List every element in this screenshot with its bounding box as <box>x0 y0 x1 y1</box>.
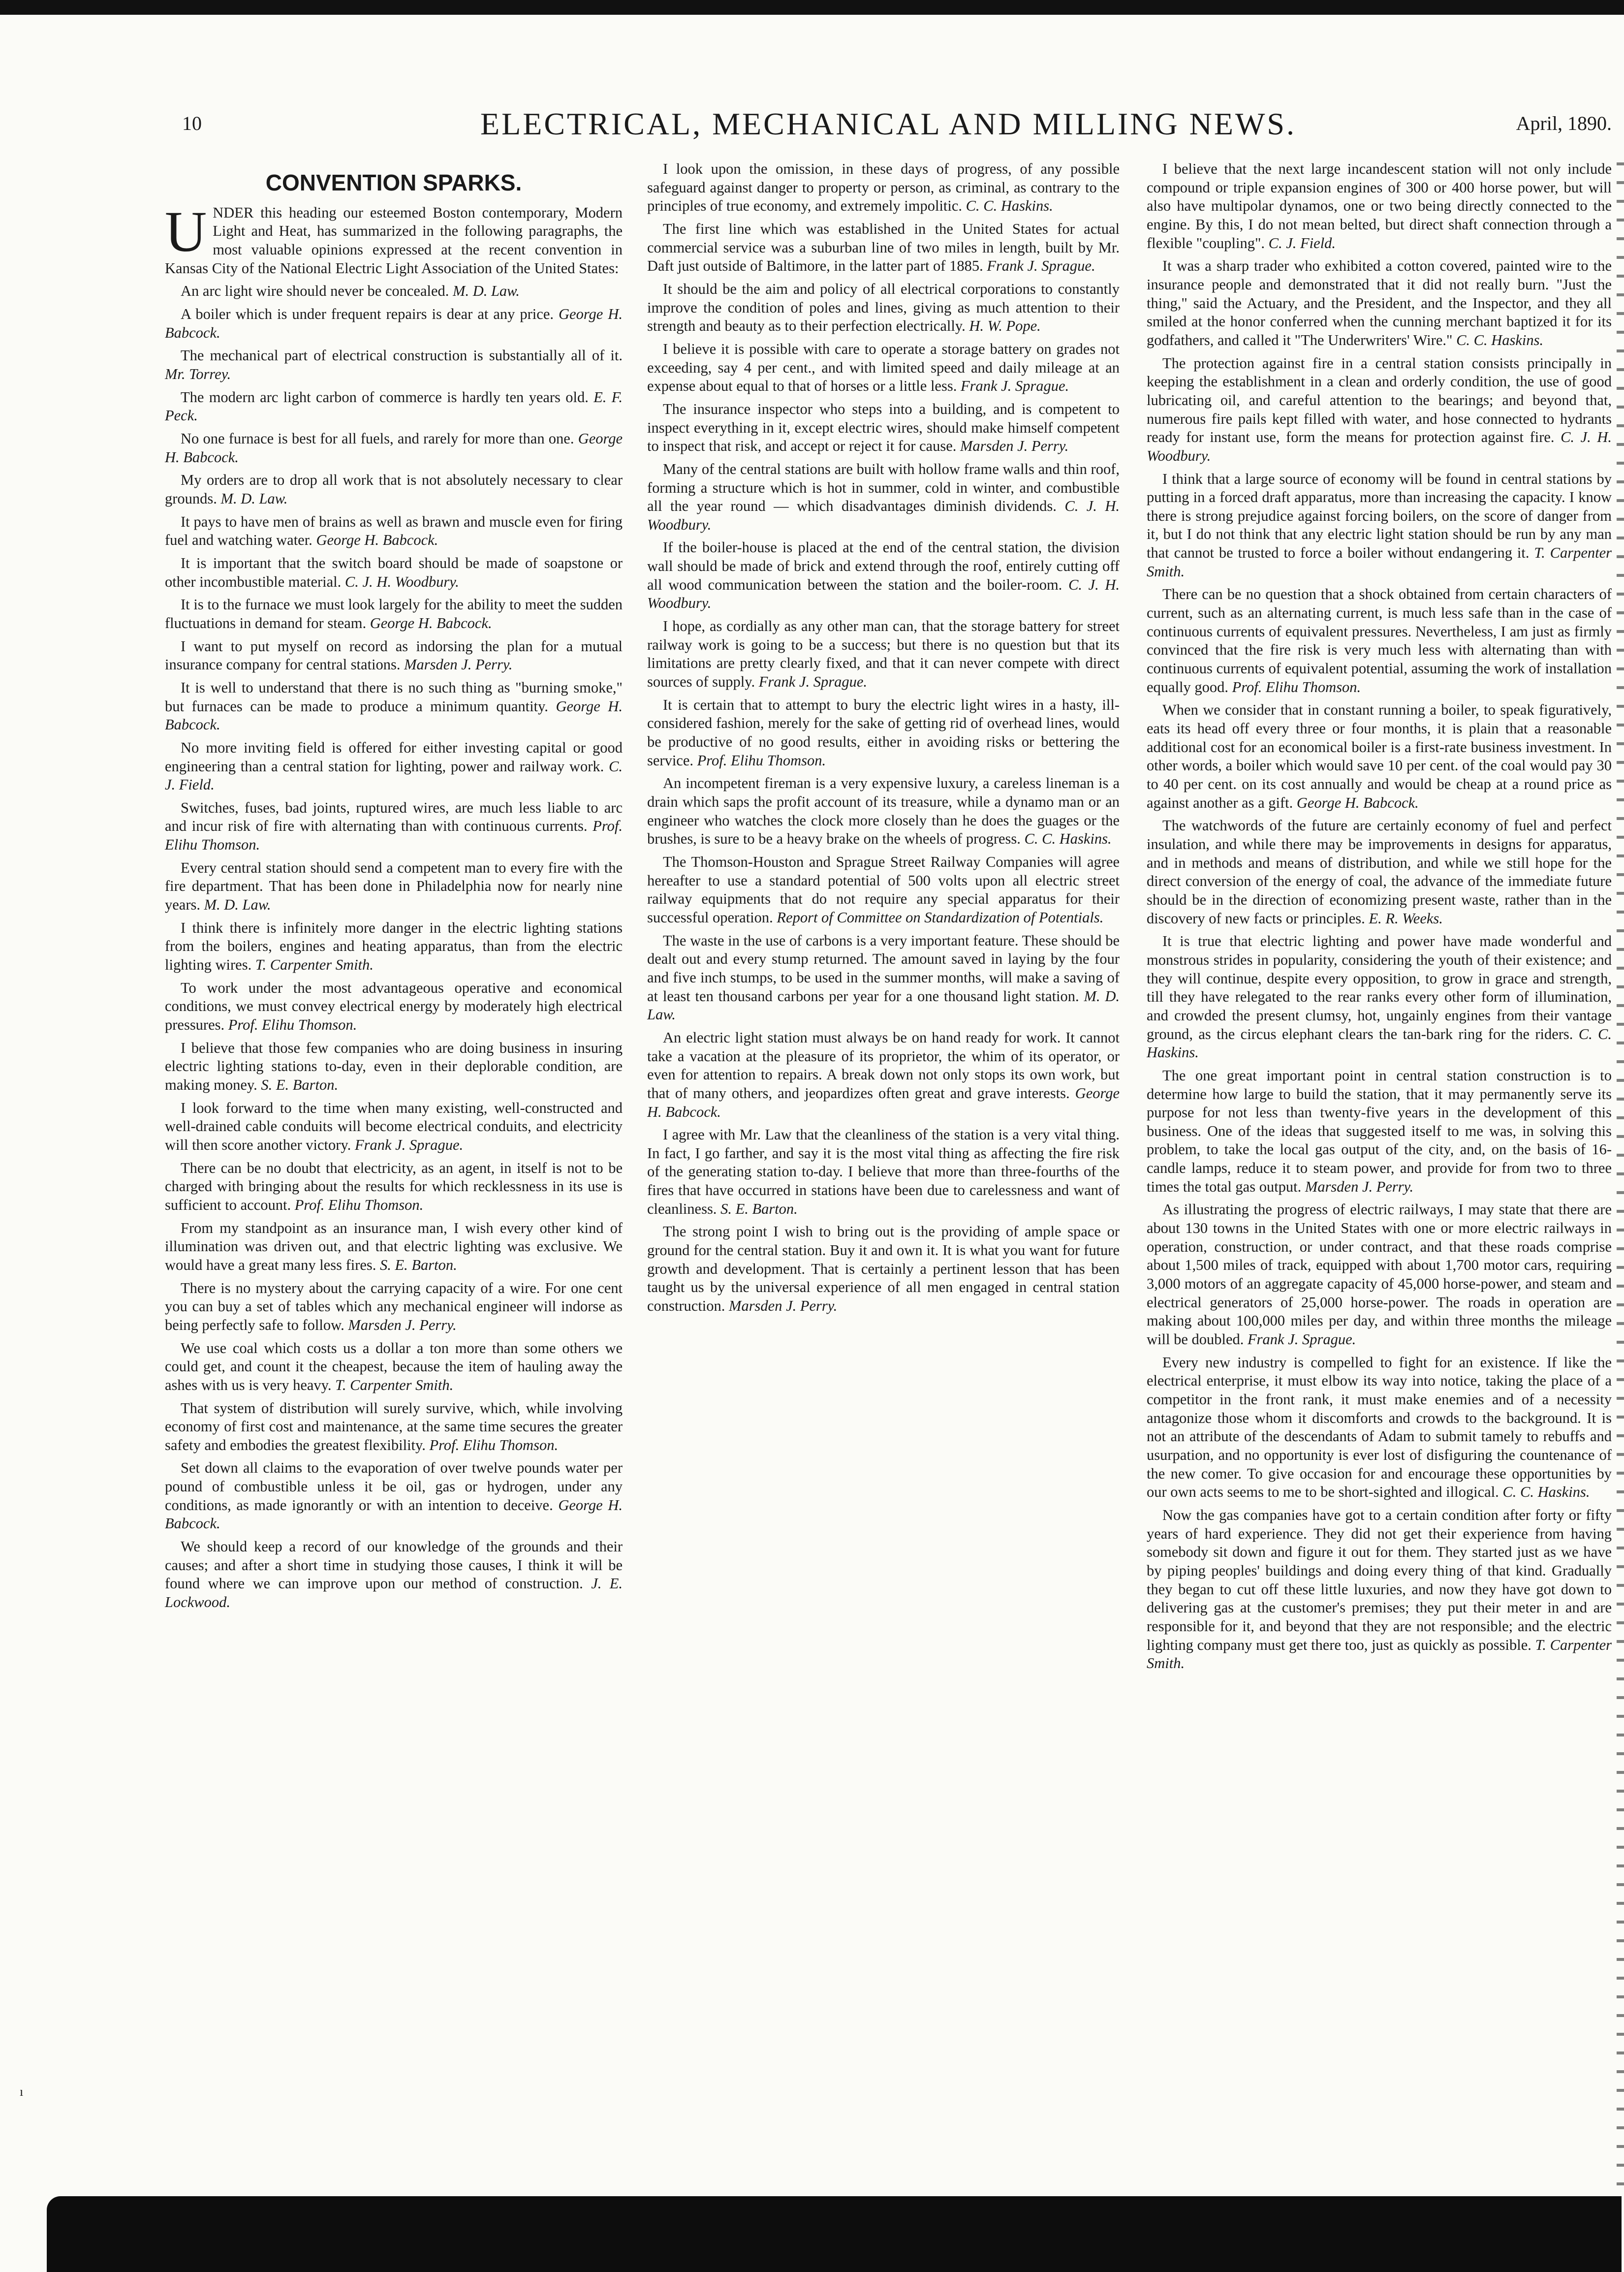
quote-text: From my standpoint as an insurance man, I wish every other kind of illumination was driven out, and that electric lighting was exclusive. We would have a great many less fires. <box>165 1219 623 1273</box>
quote-text: There can be no doubt that electricity, as an agent, in itself is not to be charged with bringing about the results for which recklessness in its use is sufficient to account. <box>165 1159 623 1213</box>
quote-text: It was a sharp trader who exhibited a cotton covered, painted wire to the insurance people and demonstrated that it did not really burn. "Just the thing," said the Actuary, and the President, and the Inspector, and they all smiled at the honor conferred when the cunning merchant baptized it for its godfathers, and called it "The Underwriters' Wire." <box>1147 257 1612 348</box>
intro-text: NDER this heading our esteemed Boston contemporary, Modern Light and Heat, has summarized in the following paragraphs, the most valuable opinions expressed at the recent convention in Kansas City of the National Electric Light Association of the United States: <box>165 204 623 277</box>
article-paragraph <box>647 853 1120 927</box>
article-paragraph <box>1147 932 1612 1062</box>
article-paragraph <box>165 471 623 508</box>
article-paragraph <box>165 305 623 342</box>
article-paragraph <box>647 932 1120 1024</box>
quote-text: I look forward to the time when many existing, well-constructed and well-drained cable conduits will become electrical conduits, and electricity will then score another victory. <box>165 1099 623 1153</box>
article-paragraph <box>647 696 1120 770</box>
quote-author: Marsden J. Perry. <box>960 438 1069 455</box>
quote-author: C. C. Haskins. <box>1456 331 1544 348</box>
article-paragraph <box>165 388 623 425</box>
quote-author: Marsden J. Perry. <box>404 656 513 673</box>
quote-text: The Thomson-Houston and Sprague Street Railway Companies will agree hereafter to use a standard potential of 500 volts upon all electric street railway equipments that do not require any special apparatus for their successful operation. <box>647 853 1120 926</box>
quote-author: Marsden J. Perry. <box>348 1316 457 1333</box>
quote-author: Marsden J. Perry. <box>1305 1178 1414 1195</box>
article-paragraph <box>165 919 623 975</box>
quote-author: M. D. Law. <box>647 987 1120 1023</box>
quote-author: Prof. Elihu Thomson. <box>697 752 826 769</box>
quote-author: George H. Babcock. <box>316 532 438 549</box>
quote-author: George H. Babcock. <box>165 306 623 341</box>
article-paragraph <box>165 859 623 915</box>
masthead-title: ELECTRICAL, MECHANICAL AND MILLING NEWS. <box>480 106 1296 141</box>
quote-text: As illustrating the progress of electric railways, I may state that there are about 130 towns in the United States with one or more electric railways in operation, construction, or under contract, and that these roads comprise about 1,500 miles of track, equipped with about 1,700 motor cars, requiring 3,000 motors of an aggregate capacity of 45,000 horse-power, and steam and electrical generators of 25,000 horse-power. The roads in operation are making about 100,000 miles per day, and within three months the mileage will be doubled. <box>1147 1201 1612 1348</box>
bottom-scan-border <box>47 2196 1622 2272</box>
quote-text: I look upon the omission, in these days of progress, of any possible safeguard against danger to property or person, as criminal, as contrary to the principles of true economy, and extremely impolitic. <box>647 160 1120 215</box>
article-paragraph <box>165 347 623 383</box>
column-3 <box>1147 160 1612 1677</box>
quote-text: Every central station should send a competent man to every fire with the fire department. That has been done in Philadelphia now for nearly nine years. <box>165 859 623 914</box>
article-paragraph <box>165 637 623 674</box>
quote-author: Prof. Elihu Thomson. <box>228 1016 357 1034</box>
quote-author: C. C. Haskins. <box>1147 1025 1612 1061</box>
issue-date: April, 1890. <box>1516 112 1612 134</box>
quote-author: George H. Babcock. <box>1296 794 1419 811</box>
quote-author: C. J. Field. <box>165 757 623 793</box>
quote-author: Frank J. Sprague. <box>1248 1331 1356 1348</box>
quote-text: It is certain that to attempt to bury the electric light wires in a hasty, ill-considered fashion, merely for the sake of getting rid of overhead lines, would be productive of no good results, either in avoiding risks or bettering the service. <box>647 696 1120 769</box>
article-paragraph <box>1147 257 1612 349</box>
article-paragraph <box>165 1099 623 1155</box>
quote-author: Frank J. Sprague. <box>987 257 1095 275</box>
quote-author: T. Carpenter Smith. <box>255 956 374 974</box>
quote-author: C. C. Haskins. <box>966 197 1053 215</box>
article-paragraph <box>165 430 623 467</box>
quote-author: J. E. Lockwood. <box>165 1575 623 1611</box>
article-title: CONVENTION SPARKS. <box>265 170 522 195</box>
quote-text: That system of distribution will surely survive, which, while involving economy of first cost and maintenance, at the same time secures the greater safety and embodies the greatest flexibility. <box>165 1399 623 1453</box>
quote-author: S. E. Barton. <box>720 1200 798 1217</box>
quote-text: The insurance inspector who steps into a building, and is competent to inspect everything in it, except electric wires, should make himself competent to inspect that risk, and accept or reject it for cause. <box>647 400 1120 455</box>
quote-text: An incompetent fireman is a very expensive luxury, a careless lineman is a drain which saps the profit account of its treasure, while a dynamo man or an engineer who watches the clock more closely than he does the guages or the brushes, is sure to be a heavy brake on the wheels of progress. <box>647 775 1120 848</box>
quote-text: An arc light wire should never be concealed. <box>181 283 449 300</box>
article-paragraph <box>165 979 623 1035</box>
article-paragraph <box>647 1126 1120 1218</box>
quote-text: Set down all claims to the evaporation of over twelve pounds water per pound of combustible unless it be oil, gas or hydrogen, under any conditions, as made ignorantly or with an intention to deceive. <box>165 1459 623 1514</box>
quote-author: Prof. Elihu Thomson. <box>165 818 623 853</box>
column-2 <box>647 160 1120 1320</box>
article-intro <box>165 199 623 278</box>
article-paragraph <box>647 774 1120 849</box>
article-paragraph <box>1147 160 1612 252</box>
quote-text: Many of the central stations are built with hollow frame walls and thin roof, forming a structure which is hot in summer, cold in winter, and combustible all the year round — which disadvantages diminish dividends. <box>647 460 1120 515</box>
quote-author: E. F. Peck. <box>165 388 623 424</box>
article-paragraph <box>1147 470 1612 581</box>
top-scan-border <box>0 0 1624 15</box>
quote-text: I hope, as cordially as any other man can, that the storage battery for street railway work is going to be a success; but there is no question but that its limitations are pretty clearly fixed, and that it can never compete with direct sources of supply. <box>647 618 1120 691</box>
article-paragraph <box>165 282 623 301</box>
article-paragraph <box>165 513 623 550</box>
quote-text: No more inviting field is offered for either investing capital or good engineering than a central station for lighting, power and railway work. <box>165 739 623 775</box>
quote-author: C. J. H. Woodbury. <box>647 576 1120 612</box>
article-paragraph <box>647 460 1120 535</box>
article-paragraph <box>647 160 1120 216</box>
quote-text: Every new industry is compelled to fight for an existence. If like the electrical enterprise, it must elbow its way into notice, taking the place of a competitor in the front rank, it must make enemies and of a necessity antagonize those whom it discomforts and crowds to the background. It is not an attribute of the descendants of Adam to submit tamely to rebuffs and usurpation, and no opportunity is ever lost of disfiguring the countenance of the new comer. To give occasion for and encourage these opportunities by our own acts seems to me to be short-sighted and illogical. <box>1147 1354 1612 1501</box>
article-paragraph <box>647 1029 1120 1121</box>
quote-author: Report of Committee on Standardization of Potentials. <box>777 909 1104 926</box>
article-paragraph <box>165 1339 623 1395</box>
article-paragraph <box>165 1039 623 1095</box>
quote-author: Marsden J. Perry. <box>729 1297 838 1315</box>
article-paragraph <box>1147 1506 1612 1673</box>
article-paragraph <box>1147 354 1612 466</box>
quote-text: The one great important point in central station construction is to determine how large to build the station, that it may permanently serve its purpose for not less than twenty-five years in the development of this business. One of the ideas that suggested itself to me was, in solving this problem, to take the local gas output of the city, and, on the basis of 16-candle lamps, reduce it to steam power, and provide for from two to three times the total gas output. <box>1147 1067 1612 1195</box>
quote-text: I believe that those few companies who are doing business in insuring electric lighting stations to-day, even in their deplorable condition, are making money. <box>165 1039 623 1094</box>
quote-author: C. J. H. Woodbury. <box>647 498 1120 533</box>
quote-text: It is important that the switch board should be made of soapstone or other incombustible material. <box>165 554 623 590</box>
article-paragraph <box>1147 701 1612 812</box>
quote-text: I agree with Mr. Law that the cleanliness of the station is a very vital thing. In fact, I go farther, and say it is the most vital thing as affecting the fire risk of the generating station to-day. I believe that more than three-fourths of the fires that have occurred in stations have been due to carelessness and want of cleanliness. <box>647 1126 1120 1217</box>
quote-author: George H. Babcock. <box>165 1496 623 1532</box>
quote-author: C. C. Haskins. <box>1502 1483 1590 1501</box>
quote-text: The mechanical part of electrical construction is substantially all of it. <box>181 347 623 364</box>
quote-author: M. D. Law. <box>204 896 271 914</box>
quote-text: It is to the furnace we must look largely for the ability to meet the sudden fluctuations in demand for steam. <box>165 596 623 631</box>
quote-author: T. Carpenter Smith. <box>1147 544 1612 580</box>
quote-author: George H. Babcock. <box>647 1084 1120 1120</box>
adjacent-page-strip <box>1617 162 1624 2190</box>
quote-text: Switches, fuses, bad joints, ruptured wires, are much less liable to arc and incur risk of fire with alternating than with continuous currents. <box>165 799 623 835</box>
drop-cap: U <box>165 199 207 264</box>
quote-text: I want to put myself on record as indorsing the plan for a mutual insurance company for central stations. <box>165 637 623 673</box>
quote-author: Prof. Elihu Thomson. <box>294 1196 424 1213</box>
quote-text: The strong point I wish to bring out is the providing of ample space or ground for the central station. Buy it and own it. It is what you want for future growth and development. That is certainly a pertinent lesson that has been taught us by the universal experience of all men engaged in central station construction. <box>647 1223 1120 1315</box>
quote-text: An electric light station must always be on hand ready for work. It cannot take a vacation at the pleasure of its proprietor, the whim of its operator, or even for attention to repairs. A break down not only stops its own work, but that of many others, and jeopardizes often great and grave interests. <box>647 1029 1120 1102</box>
article-paragraph <box>647 340 1120 396</box>
page-number: 10 <box>182 112 202 134</box>
article-paragraph <box>165 739 623 794</box>
quote-text: It should be the aim and policy of all electrical corporations to constantly improve the condition of poles and lines, giving as much attention to their strength and beauty as to their perfection electrically. <box>647 280 1120 335</box>
article-paragraph <box>647 538 1120 613</box>
quote-author: H. W. Pope. <box>969 317 1041 335</box>
article-paragraph <box>165 1538 623 1612</box>
article-paragraph <box>1147 1067 1612 1197</box>
article-paragraph <box>1147 585 1612 696</box>
quote-text: We should keep a record of our knowledge of the grounds and their causes; and after a short time in studying those causes, I think it will be found where we can improve upon our method of construction. <box>165 1538 623 1592</box>
quote-text: It is true that electric lighting and power have made wonderful and monstrous strides in popularity, considering the youth of their existence; and they will continue, despite every opposition, to grow in grace and strength, till they have relegated to the rear ranks every other form of illumination, and crowded the present clumsy, hot, ungainly engines from their vantage ground, as the circus elephant clears the tan-bark ring for the riders. <box>1147 933 1612 1042</box>
quote-text: The watchwords of the future are certainly economy of fuel and perfect insulation, and while there may be improvements in designs for apparatus, and in methods and means of distribution, and while we still hope for the direct conversion of the energy of coal, the advance of the immediate future should be in the direction of economizing present waste, rather than in the discovery of new facts or principles. <box>1147 817 1612 927</box>
quote-text: When we consider that in constant running a boiler, to speak figuratively, eats its head off every three or four months, it is plain that a reasonable additional cost for an economical boiler is a first-rate business investment. In other words, a boiler which would save 10 per cent. of the coal would pay 30 to 40 per cent. on its cost annually and would be cheap at a round price as against another as a gift. <box>1147 701 1612 811</box>
article-paragraph <box>165 1219 623 1275</box>
quote-author: George H. Babcock. <box>370 614 492 631</box>
quote-text: Now the gas companies have got to a certain condition after forty or fifty years of hard experience. They did not get their experience from having somebody sit down and figure it out for them. They started just as we have by piping peoples' buildings and doing every thing of that kind. Gradually they began to cut off these little luxuries, and now they have got down to delivering gas at the customer's premises; they put their meter in and are responsible for it, and beyond that they are not responsible; and the electric lighting company must get there too, just as quickly as possible. <box>1147 1506 1612 1653</box>
quote-text: I think there is infinitely more danger in the electric lighting stations from the boilers, engines and heating apparatus, than from the electric lighting wires. <box>165 919 623 974</box>
article-paragraph <box>647 220 1120 276</box>
page-header <box>165 106 1612 150</box>
article-paragraph <box>647 1223 1120 1315</box>
quote-text: We use coal which costs us a dollar a ton more than some others we could get, and count it the cheapest, because the item of hauling away the ashes with us is very heavy. <box>165 1339 623 1393</box>
quote-text: No one furnace is best for all fuels, and rarely for more than one. <box>181 430 574 447</box>
quote-text: It pays to have men of brains as well as brawn and muscle even for firing fuel and watching water. <box>165 513 623 549</box>
quote-text: I believe it is possible with care to operate a storage battery on grades not exceeding, say 4 per cent., and with limited speed and daily mileage at an expense about equal to that of horses or a little less. <box>647 340 1120 395</box>
article-paragraph <box>165 554 623 591</box>
quote-author: E. R. Weeks. <box>1369 910 1443 927</box>
quote-author: Prof. Elihu Thomson. <box>1232 678 1361 695</box>
quote-author: S. E. Barton. <box>261 1076 339 1094</box>
quote-text: The waste in the use of carbons is a very important feature. These should be dealt out and every stump returned. The amount saved in laying by the four and five inch stumps, to be used in the summer months, will make a saving of at least ten thousand carbons per year for a one thousand light station. <box>647 932 1120 1005</box>
quote-text: I believe that the next large incandescent station will not only include compound or triple expansion engines of 300 or 400 horse power, but will also have multipolar dynamos, one or two being directly connected to the engine. By this, I do not mean belted, but direct shaft connection through a flexible "coupling". <box>1147 160 1612 252</box>
article-paragraph <box>1147 1200 1612 1349</box>
margin-mark: ı <box>20 2084 24 2099</box>
quote-author: M. D. Law. <box>220 490 288 507</box>
article-paragraph <box>647 280 1120 336</box>
quote-author: C. J. H. Woodbury. <box>1147 429 1612 464</box>
quote-text: The modern arc light carbon of commerce is hardly ten years old. <box>181 388 589 406</box>
quote-author: Frank J. Sprague. <box>960 378 1069 395</box>
quote-author: Prof. Elihu Thomson. <box>429 1436 559 1453</box>
article-paragraph <box>647 617 1120 692</box>
quote-author: S. E. Barton. <box>380 1256 457 1273</box>
quote-text: If the boiler-house is placed at the end of the central station, the division wall should be made of brick and extend through the roof, entirely cutting off all wood communication between the station and the boiler-room. <box>647 539 1120 593</box>
quote-text: I think that a large source of economy will be found in central stations by putting in a forced draft apparatus, more than increasing the capacity. I know there is strong prejudice against forcing boilers, on the score of danger from it, but I do not think that any electric light station should be run by any man that cannot be trusted to force a boiler without endangering it. <box>1147 470 1612 562</box>
quote-author: C. J. H. Woodbury. <box>344 573 459 590</box>
article-paragraph <box>165 596 623 632</box>
article-paragraph <box>1147 817 1612 928</box>
quote-text: It is well to understand that there is no such thing as "burning smoke," but furnaces can be made to produce a minimum quantity. <box>165 679 623 715</box>
article-paragraph <box>165 1279 623 1335</box>
quote-text: There is no mystery about the carrying capacity of a wire. For one cent you can buy a set of tables which any mechanical engineer will indorse as being perfectly safe to follow. <box>165 1279 623 1333</box>
article-paragraph <box>165 799 623 854</box>
quote-author: George H. Babcock. <box>165 697 623 733</box>
quote-text: There can be no question that a shock obtained from certain characters of current, such as an alternating current, is much less safe than in the case of continuous currents of equivalent pressures. Nevertheless, I am just as firmly convinced that the fire risk is very much less with alternating than with continuous currents of equivalent potential, assuming the work of installation equally good. <box>1147 586 1612 695</box>
article-paragraph <box>165 679 623 734</box>
quote-author: M. D. Law. <box>453 283 520 300</box>
article-paragraph <box>1147 1354 1612 1502</box>
quote-author: C. J. Field. <box>1268 234 1336 252</box>
quote-author: Frank J. Sprague. <box>758 673 867 691</box>
article-paragraph <box>165 1459 623 1533</box>
article-paragraph <box>165 1399 623 1455</box>
quote-text: My orders are to drop all work that is not absolutely necessary to clear grounds. <box>165 472 623 507</box>
quote-author: Frank J. Sprague. <box>354 1136 464 1153</box>
quote-text: The first line which was established in the United States for actual commercial service was a suburban line of two miles in length, built by Mr. Daft just outside of Baltimore, in the latter part of 1885. <box>647 220 1120 275</box>
quote-author: C. C. Haskins. <box>1024 830 1112 848</box>
quote-text: The protection against fire in a central station consists principally in keeping the establishment in a clean and orderly condition, the use of good lubricating oil, and careful attention to the bearings; and beyond that, numerous fire pails kept filled with water, and hose connected to hydrants ready for instant use, form the means for protection against fire. <box>1147 354 1612 446</box>
quote-author: Mr. Torrey. <box>165 366 231 383</box>
article-paragraph <box>165 1159 623 1215</box>
column-1 <box>165 165 623 1616</box>
quote-text: To work under the most advantageous operative and economical conditions, we must convey electrical energy by moderately high electrical pressures. <box>165 979 623 1034</box>
quote-text: A boiler which is under frequent repairs is dear at any price. <box>181 306 554 323</box>
quote-author: T. Carpenter Smith. <box>1147 1636 1612 1672</box>
quote-author: T. Carpenter Smith. <box>335 1376 454 1393</box>
article-paragraph <box>647 400 1120 456</box>
quote-author: George H. Babcock. <box>165 430 623 466</box>
